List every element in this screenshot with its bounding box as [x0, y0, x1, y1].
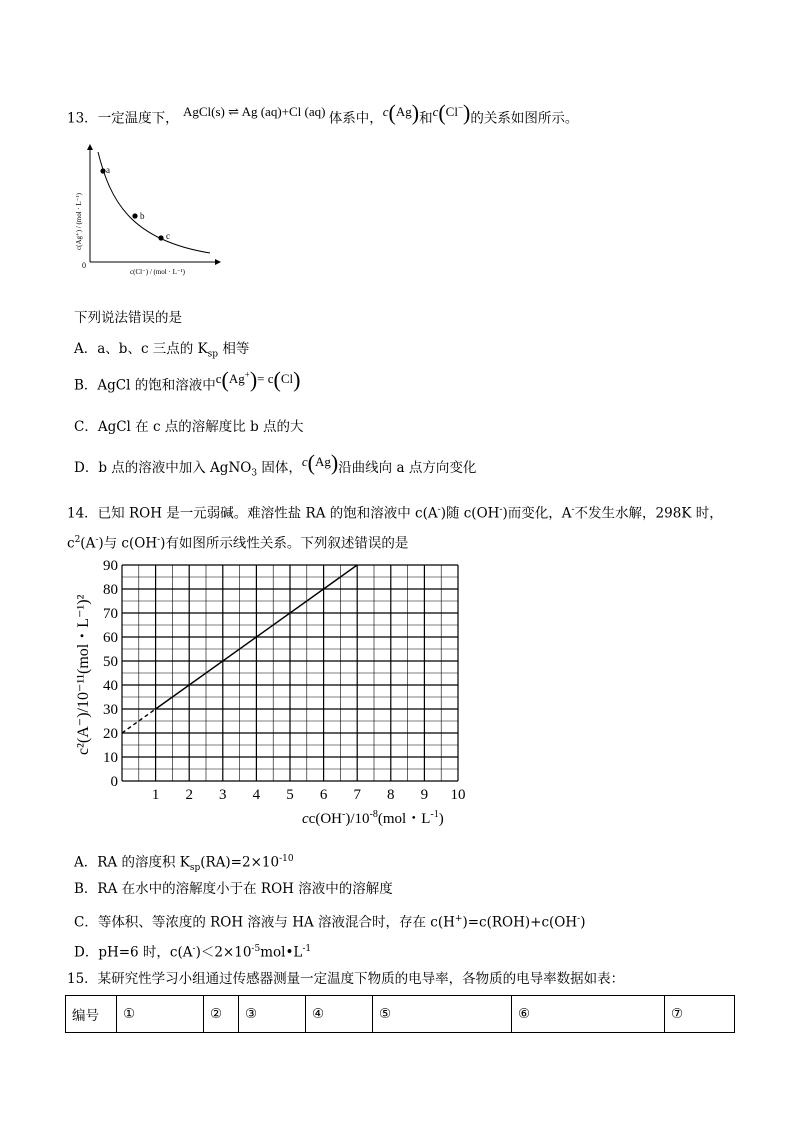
q13-point-c [158, 235, 163, 240]
q13-and: 和 [419, 110, 433, 127]
x-tick-label: 9 [420, 787, 429, 803]
x-tick-label: 8 [387, 787, 395, 803]
q13-lead: 一定温度下， [97, 110, 179, 127]
q14-option-c: C．等体积、等浓度的 ROH 溶液与 HA 溶液混合时，存在 c(H+)=c(ROH)+c(OH-) [74, 914, 586, 931]
q13-option-b: B．AgCl 的饱和溶液中c(Ag+)= c(Cl) [74, 367, 301, 394]
q13-tail: 的关系如图所示。 [470, 110, 579, 127]
x-tick-label: 6 [319, 787, 328, 803]
q14-y-ticks [103, 558, 118, 790]
q13-origin: 0 [82, 261, 86, 270]
q13-prompt: 下列说法错误的是 [74, 310, 182, 326]
table-cell: ③ [239, 996, 306, 1033]
table-cell: ⑦ [665, 996, 735, 1033]
x-tick-label: 1 [151, 787, 160, 803]
table-cell: ① [117, 996, 204, 1033]
q15-table [65, 995, 735, 1033]
q14-grid-chart [60, 553, 490, 833]
q14-line-1: 14．已知 ROH 是一元弱碱。难溶性盐 RA 的饱和溶液中 c(A-)随 c(OH-)而变化，A-不发生水解，298K 时， [67, 505, 723, 522]
q13-option-a: A．a、b、c 三点的 $K_{sp}$ 相等 [74, 341, 250, 360]
y-tick-label: 30 [103, 702, 118, 718]
x-tick-label: 7 [353, 787, 361, 803]
q14-line-2: $c^2(A^-)$与 c(OH-)有如图所示线性关系。下列叙述错误的是 [67, 535, 409, 552]
q15-text: 15．某研究性学习小组通过传感器测量一定温度下物质的电导率，各物质的电导率数据如表： [67, 971, 625, 987]
q13-curve [98, 152, 210, 253]
table-row [66, 996, 735, 1033]
y-tick-label: 10 [103, 750, 118, 766]
q13-x-label: c(Cl⁻) / (mol · L⁻¹) [130, 268, 185, 276]
y-tick-label: 90 [103, 558, 118, 574]
q14-option-b: B．RA 在水中的溶解度小于在 ROH 溶液中的溶解度 [74, 881, 393, 897]
q13-option-d: D．b 点的溶液中加入 AgNO$_3$ 固体，c(Ag)沿曲线向 a 点方向变化 [74, 450, 477, 479]
q14-x-ticks [152, 787, 466, 803]
q13-option-b-expr: c(Ag+)= c(Cl) [215, 367, 301, 393]
table-cell: ⑤ [373, 996, 512, 1033]
y-tick-label: 50 [103, 654, 118, 670]
q14-option-d: D．pH=6 时，$c(A^-)<2\times 10^{-5}mol•L^{-1}$ [74, 944, 312, 961]
x-tick-label: 3 [219, 787, 227, 803]
table-cell: ② [204, 996, 239, 1033]
q13-label-c: c [166, 231, 170, 241]
q13-c-cl: c(Cl−) [432, 100, 471, 126]
y-tick-label: 70 [103, 606, 118, 622]
y-tick-label: 60 [103, 630, 118, 646]
table-cell: 编号 [66, 996, 117, 1033]
q13-label-a: a [106, 165, 110, 175]
y-tick-label: 20 [103, 726, 118, 742]
x-tick-label: 4 [252, 787, 261, 803]
table-cell: ④ [306, 996, 373, 1033]
q14-y-axis-label: c²(A⁻)/10⁻¹¹(mol・L⁻¹)² [75, 594, 92, 755]
table-cell: ⑥ [512, 996, 665, 1033]
x-tick-label: 2 [185, 787, 193, 803]
q13-option-d-expr: c(Ag) [301, 450, 339, 475]
y-tick-label: 0 [110, 774, 118, 790]
q13-y-label: c(Ag⁺) / (mol · L⁻¹) [75, 193, 83, 250]
q13-point-b [132, 213, 137, 218]
q13-c-ag: c(Ag) [382, 100, 420, 126]
x-tick-label: 5 [286, 787, 294, 803]
q13-point-a [100, 168, 105, 173]
q13-number: 13． [67, 110, 98, 127]
q13-equation: AgCl(s) ⇌ Ag (aq)+Cl (aq) [182, 104, 326, 120]
q13-mid: 体系中， [328, 110, 383, 127]
q14-x-axis-label: $cc(OH^-)/10^{-8}(mol$・$L^{-1}$) [302, 809, 444, 827]
q13-curve-chart [70, 140, 230, 280]
y-tick-label: 40 [103, 678, 118, 694]
q13-label-b: b [140, 211, 145, 221]
q13-option-c: C．AgCl 在 c 点的溶解度比 b 点的大 [74, 419, 304, 435]
q14-option-a: A．RA 的溶度积 $K_{sp}(RA)=2\times 10^{-10}$ [74, 854, 294, 874]
q13-line [67, 100, 579, 130]
x-tick-label: 10 [450, 787, 466, 803]
y-tick-label: 80 [103, 582, 118, 598]
